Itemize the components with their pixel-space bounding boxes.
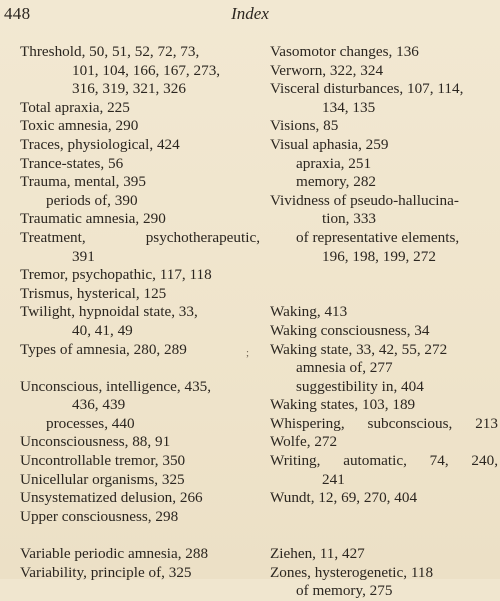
index-entry: Traces, physiological, 424: [20, 135, 180, 153]
index-column-right: [270, 43, 498, 601]
index-entry: Toxic amnesia, 290: [20, 117, 139, 135]
index-subentry: 391: [72, 247, 95, 265]
index-column-left: [20, 43, 260, 582]
index-entry: Uncontrollable tremor, 350: [20, 452, 186, 470]
index-subentry: 436, 439: [72, 396, 126, 414]
index-entry: Wolfe, 272: [270, 433, 338, 451]
index-entry: Visions, 85: [270, 117, 339, 135]
index-entry: Ziehen, 11, 427: [270, 545, 365, 563]
index-entry: Trismus, hysterical, 125: [20, 284, 167, 302]
index-entry: Writing, automatic, 74, 240,: [270, 452, 498, 470]
index-entry: Types of amnesia, 280, 289: [20, 340, 187, 358]
index-subentry: periods of, 390: [46, 191, 138, 209]
index-entry: Upper consciousness, 298: [20, 507, 179, 525]
index-subentry: tion, 333: [322, 210, 377, 228]
index-entry: Tremor, psychopathic, 117, 118: [20, 266, 212, 284]
index-entry: Traumatic amnesia, 290: [20, 210, 166, 228]
index-subentry: 316, 319, 321, 326: [72, 80, 186, 98]
index-subentry: 40, 41, 49: [72, 321, 133, 339]
index-subentry: amnesia of, 277: [296, 359, 393, 377]
index-entry: Unsystematized delusion, 266: [20, 489, 203, 507]
index-subentry: apraxia, 251: [296, 154, 372, 172]
index-entry: Total apraxia, 225: [20, 98, 130, 116]
running-head: Index: [231, 4, 269, 23]
index-entry: Waking consciousness, 34: [270, 321, 430, 339]
index-entry: Variable periodic amnesia, 288: [20, 545, 209, 563]
section-gap: [270, 266, 498, 303]
section-gap: [20, 526, 260, 545]
index-entry: Visceral disturbances, 107, 114,: [270, 80, 464, 98]
index-entry: Vividness of pseudo-hallucina-: [270, 191, 459, 209]
index-entry: Vasomotor changes, 136: [270, 43, 419, 60]
index-subentry: of representative elements,: [296, 228, 460, 246]
index-entry: Treatment, psychotherapeutic,: [20, 228, 260, 246]
index-subentry: 196, 198, 199, 272: [322, 247, 436, 265]
index-entry: Waking state, 33, 42, 55, 272: [270, 340, 448, 358]
stray-mark: ;: [246, 347, 250, 359]
index-entry: Unconscious, intelligence, 435,: [20, 377, 212, 395]
index-entry: Trauma, mental, 395: [20, 173, 146, 191]
index-entry: Unconsciousness, 88, 91: [20, 433, 171, 451]
index-entry: Twilight, hypnoidal state, 33,: [20, 303, 198, 321]
index-subentry: 241: [322, 470, 345, 488]
index-entry: Trance-states, 56: [20, 154, 124, 172]
index-entry: Whispering, subconscious, 213: [270, 414, 498, 432]
section-gap: [20, 359, 260, 378]
index-entry: Threshold, 50, 51, 52, 72, 73,: [20, 43, 200, 60]
index-subentry: 101, 104, 166, 167, 273,: [72, 61, 221, 79]
page-number: 448: [4, 4, 31, 23]
index-subentry: processes, 440: [46, 414, 135, 432]
index-entry: Visual aphasia, 259: [270, 135, 389, 153]
index-subentry: 134, 135: [322, 98, 376, 116]
section-gap: [270, 508, 498, 545]
index-entry: Variability, principle of, 325: [20, 563, 192, 581]
index-entry: Zones, hysterogenetic, 118: [270, 563, 434, 581]
index-entry: Waking, 413: [270, 303, 348, 321]
page-header: [0, 4, 500, 28]
index-subentry: memory, 282: [296, 173, 377, 191]
index-subentry: suggestibility in, 404: [296, 377, 424, 395]
index-entry: Unicellular organisms, 325: [20, 470, 185, 488]
index-entry: Waking states, 103, 189: [270, 396, 416, 414]
index-subentry: of memory, 275: [296, 582, 393, 600]
index-entry: Wundt, 12, 69, 270, 404: [270, 489, 418, 507]
index-entry: Verworn, 322, 324: [270, 61, 384, 79]
